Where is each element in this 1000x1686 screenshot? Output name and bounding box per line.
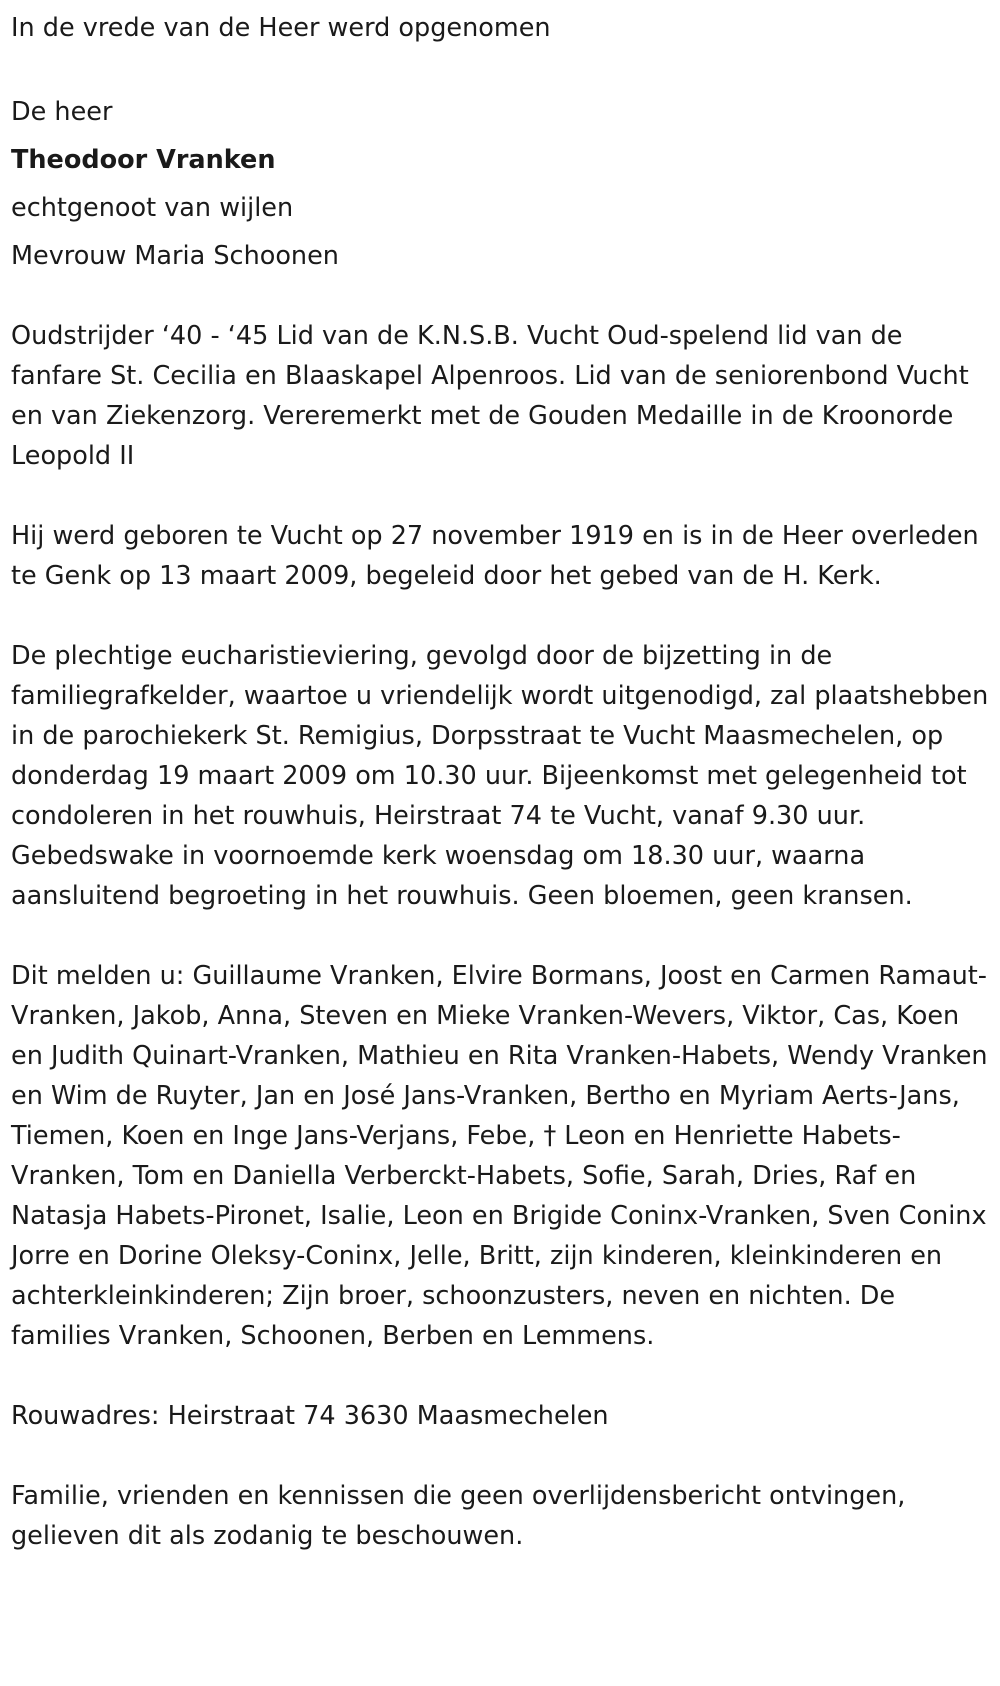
spacer <box>11 916 990 956</box>
spacer <box>11 52 990 88</box>
spacer <box>11 1436 990 1476</box>
address-line: Rouwadres: Heirstraat 74 3630 Maasmechelen <box>11 1401 609 1431</box>
intro-line: In de vrede van de Heer werd opgenomen <box>11 13 551 43</box>
salutation: De heer <box>11 97 113 127</box>
biography-paragraph: Oudstrijder ‘40 - ‘45 Lid van de K.N.S.B. Vucht Oud-spelend lid van de fanfare St. Cecilia en Blaaskapel Alpenroos. Lid van de seniorenbond Vucht en van Ziekenzorg. Vereremerkt met de Gouden Medaille in de Kroonorde Leopold II <box>11 321 969 471</box>
closing-paragraph: Familie, vrienden en kennissen die geen overlijdensbericht ontvingen, gelieven dit als zodanig te beschouwen. <box>11 1481 906 1551</box>
family-paragraph: Dit melden u: Guillaume Vranken, Elvire Bormans, Joost en Carmen Ramaut-Vranken, Jakob, Anna, Steven en Mieke Vranken-Wevers, Viktor, Cas, Koen en Judith Quinart-Vranken, Mathieu en Rita Vranken-Habets, Wendy Vranken en Wim de Ruyter, Jan en José Jans-Vranken, Bertho en Myriam Aerts-Jans, Tiemen, Koen en Inge Jans-Verjans, Febe, † Leon en Henriette Habets-Vranken, Tom en Daniella Verberckt-Habets, Sofie, Sarah, Dries, Raf en Natasja Habets-Pironet, Isalie, Leon en Brigide Coninx-Vranken, Sven Coninx Jorre en Dorine Oleksy-Coninx, Jelle, Britt, zijn kinderen, kleinkinderen en achterkleinkinderen; Zijn broer, schoonzusters, neven en nichten. De families Vranken, Schoonen, Berben en Lemmens. <box>11 961 988 1351</box>
spouse-name: Mevrouw Maria Schoonen <box>11 241 339 271</box>
birth-death-paragraph: Hij werd geboren te Vucht op 27 november 1919 en is in de Heer overleden te Genk op 13 maart 2009, begeleid door het gebed van de H. Kerk. <box>11 521 979 591</box>
spacer <box>11 476 990 516</box>
spacer <box>11 596 990 636</box>
spacer <box>11 280 990 316</box>
relation-line: echtgenoot van wijlen <box>11 193 294 223</box>
ceremony-paragraph: De plechtige eucharistieviering, gevolgd door de bijzetting in de familiegrafkelder, waartoe u vriendelijk wordt uitgenodigd, zal plaatshebben in de parochiekerk St. Remigius, Dorpsstraat te Vucht Maasmechelen, op donderdag 19 maart 2009 om 10.30 uur. Bijeenkomst met gelegenheid tot condoleren in het rouwhuis, Heirstraat 74 te Vucht, vanaf 9.30 uur. Gebedswake in voornoemde kerk woensdag om 18.30 uur, waarna aansluitend begroeting in het rouwhuis. Geen bloemen, geen kransen. <box>11 641 989 911</box>
deceased-name: Theodoor Vranken <box>11 145 276 175</box>
spacer <box>11 1356 990 1396</box>
